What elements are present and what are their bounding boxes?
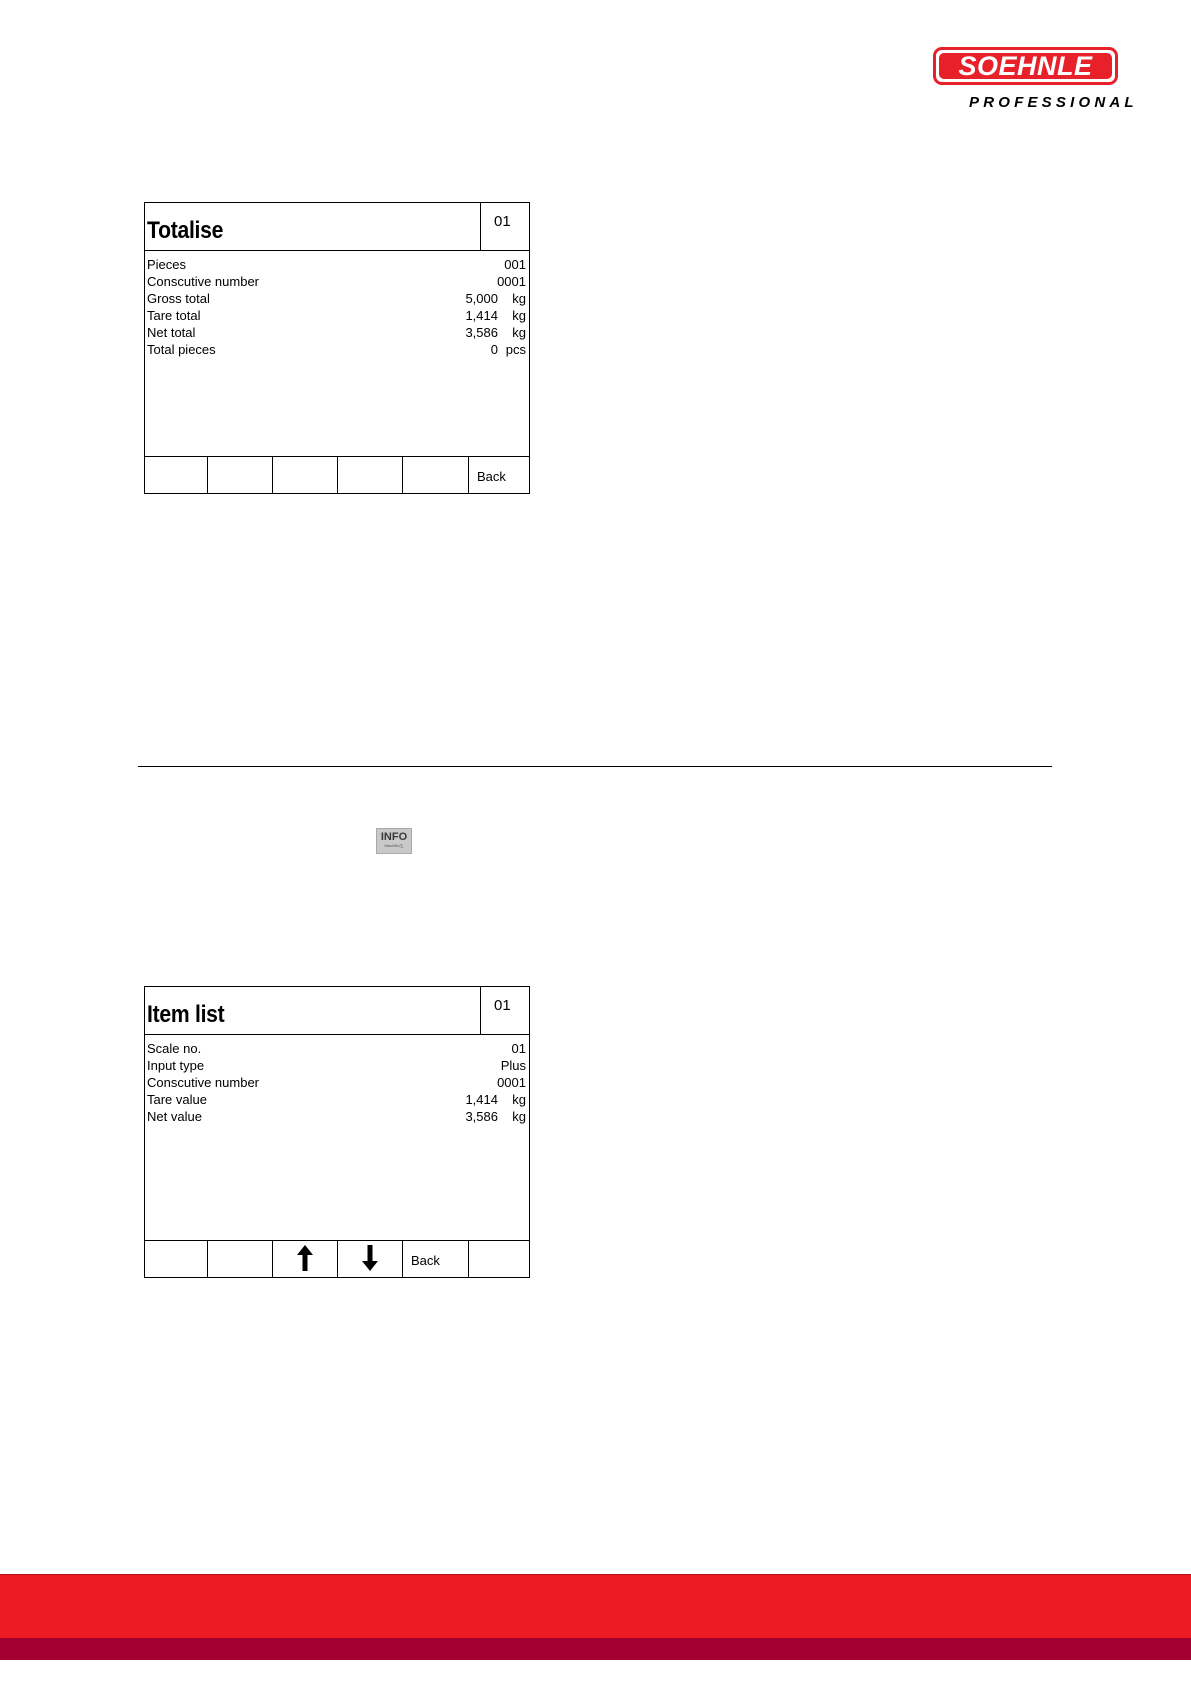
row-unit: kg — [512, 291, 526, 306]
list-item — [147, 290, 526, 307]
softkey-bar — [145, 456, 529, 493]
arrow-down-icon — [362, 1245, 378, 1271]
scale-number: 01 — [494, 997, 511, 1014]
row-unit: kg — [512, 1109, 526, 1124]
back-label: Back — [411, 1253, 440, 1268]
softkey-2[interactable] — [208, 1241, 273, 1277]
row-label: Total pieces — [147, 342, 216, 357]
screen-header — [145, 203, 529, 251]
row-label: Tare total — [147, 308, 201, 323]
scale-number: 01 — [494, 213, 511, 230]
row-value: 1,414 kg — [465, 1092, 526, 1107]
list-item — [147, 1074, 526, 1091]
back-button[interactable] — [403, 1241, 469, 1277]
softkey-4[interactable] — [338, 457, 403, 493]
screen-title: Totalise — [147, 217, 224, 244]
row-value: 01 — [511, 1041, 526, 1056]
row-unit: kg — [512, 308, 526, 323]
row-value: 5,000 kg — [465, 291, 526, 306]
row-value: 1,414 kg — [465, 308, 526, 323]
row-label: Scale no. — [147, 1041, 202, 1056]
list-item — [147, 256, 526, 273]
softkey-5[interactable] — [403, 457, 469, 493]
screen-title: Item list — [147, 1001, 225, 1028]
row-value: 0001 — [497, 274, 526, 289]
row-label: Tare value — [147, 1092, 207, 1107]
list-item — [147, 1040, 526, 1057]
logo-badge — [933, 47, 1118, 85]
scale-number-box — [480, 203, 529, 250]
row-value: 001 — [504, 257, 526, 272]
list-item — [147, 1091, 526, 1108]
row-value: 0 pcs — [490, 342, 526, 357]
row-value: 0001 — [497, 1075, 526, 1090]
row-label: Net value — [147, 1109, 202, 1124]
info-key-sublabel: Max/Min/∑ — [384, 843, 404, 848]
softkey-6[interactable] — [469, 1241, 529, 1277]
list-item — [147, 307, 526, 324]
row-label: Net total — [147, 325, 196, 340]
totalise-screen — [144, 202, 530, 494]
list-item — [147, 1108, 526, 1125]
scroll-down-button[interactable] — [338, 1241, 403, 1277]
row-label: Conscutive number — [147, 274, 259, 289]
logo-brand-text: SOEHNLE — [958, 50, 1093, 81]
softkey-3[interactable] — [273, 457, 338, 493]
section-divider — [138, 766, 1052, 767]
soehnle-logo — [933, 47, 1148, 117]
row-value: 3,586 kg — [465, 1109, 526, 1124]
softkey-1[interactable] — [145, 457, 208, 493]
totals-list — [147, 256, 526, 358]
softkey-1[interactable] — [145, 1241, 208, 1277]
list-item — [147, 324, 526, 341]
logo-subtitle: PROFESSIONAL — [969, 94, 1138, 111]
row-label: Conscutive number — [147, 1075, 259, 1090]
softkey-2[interactable] — [208, 457, 273, 493]
info-key-icon — [376, 828, 412, 854]
list-item — [147, 1057, 526, 1074]
screen-header — [145, 987, 529, 1035]
row-value: Plus — [500, 1058, 526, 1073]
row-unit: kg — [512, 325, 526, 340]
row-label: Pieces — [147, 257, 187, 272]
row-unit: kg — [512, 1092, 526, 1107]
row-unit: pcs — [505, 342, 526, 357]
row-label: Input type — [147, 1058, 205, 1073]
scale-number-box — [480, 987, 529, 1034]
footer-band-red — [0, 1574, 1191, 1638]
scroll-up-button[interactable] — [273, 1241, 338, 1277]
row-label: Gross total — [147, 291, 210, 306]
arrow-up-icon — [297, 1245, 313, 1271]
item-list-screen — [144, 986, 530, 1278]
back-label: Back — [477, 469, 506, 484]
row-value: 3,586 kg — [465, 325, 526, 340]
softkey-bar — [145, 1240, 529, 1277]
footer-band-dark — [0, 1638, 1191, 1660]
list-item — [147, 273, 526, 290]
info-key-label: INFO — [380, 831, 408, 843]
item-list — [147, 1040, 526, 1125]
back-button[interactable] — [469, 457, 529, 493]
list-item — [147, 341, 526, 358]
